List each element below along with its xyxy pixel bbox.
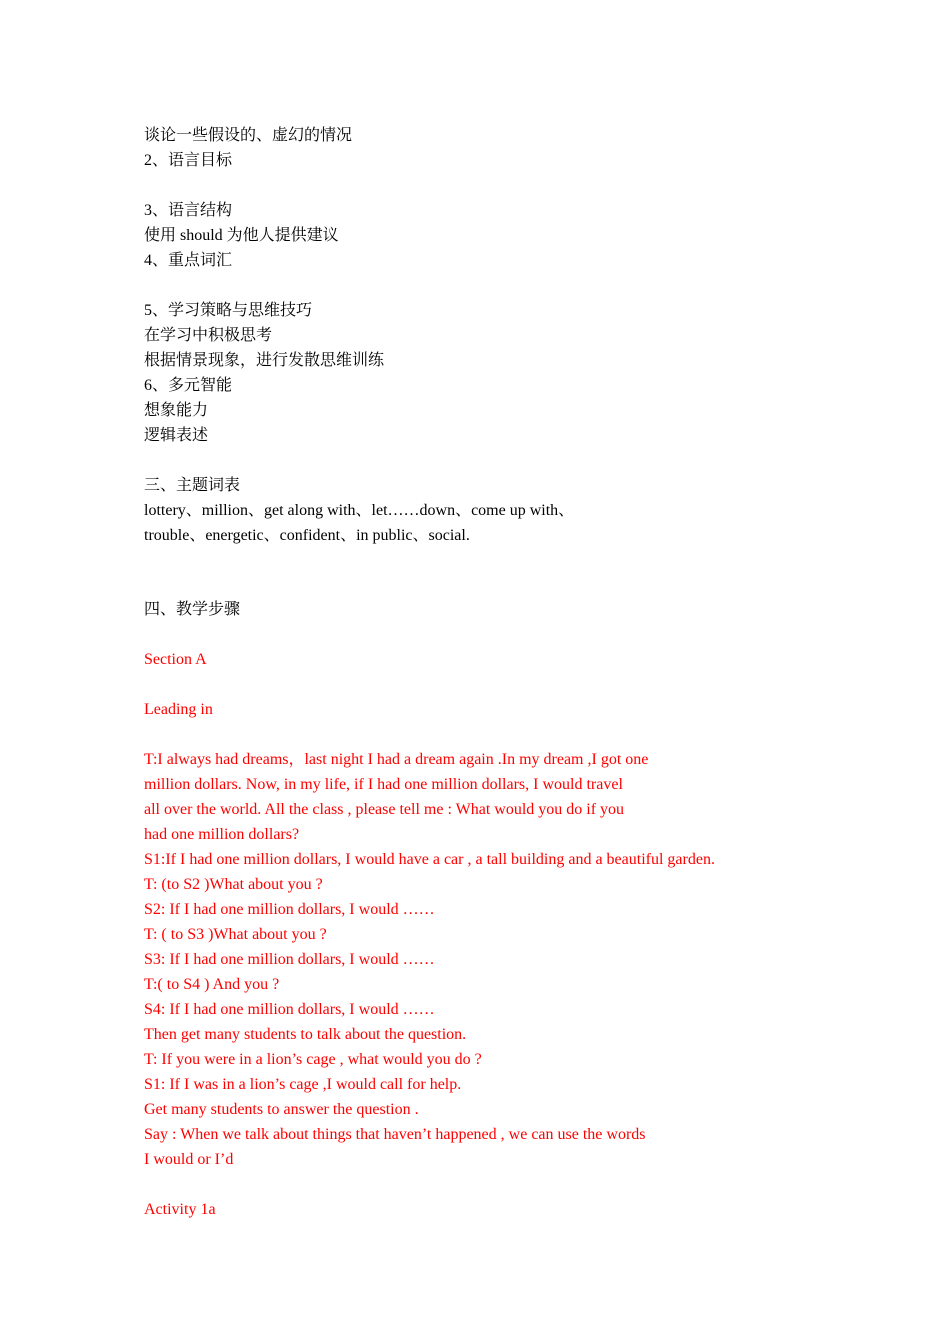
dialogue-line: S3: If I had one million dollars, I would ……: [144, 951, 435, 968]
dialogue-line: T:I always had dreams，last night I had a dream again .In my dream ,I got one: [144, 751, 649, 768]
vocab-heading: 三、主题词表: [144, 477, 241, 494]
objective-line: 想象能力: [144, 402, 209, 419]
objective-heading: 5、学习策略与思维技巧: [144, 302, 313, 319]
subsection-title: Leading in: [144, 701, 213, 718]
objective-heading: 2、语言目标: [144, 152, 233, 169]
dialogue-line: S1: If I was in a lion’s cage ,I would call for help.: [144, 1076, 462, 1093]
objective-line: 谈论一些假设的、虚幻的情况: [144, 127, 353, 144]
objective-heading: 4、重点词汇: [144, 252, 233, 269]
dialogue-line: all over the world. All the class , please tell me : What would you do if you: [144, 801, 625, 818]
dialogue-line: S4: If I had one million dollars, I would ……: [144, 1001, 435, 1018]
steps-heading: 四、教学步骤: [144, 601, 241, 618]
document-page: [144, 123, 844, 1222]
objective-line: 使用 should 为他人提供建议: [144, 227, 339, 244]
blank-line: [144, 722, 844, 747]
vocab-line: trouble、energetic、confident、in public、social.: [144, 527, 470, 544]
objective-line: 在学习中积极思考: [144, 327, 273, 344]
dialogue-line: S1:If I had one million dollars, I would have a car , a tall building and a beautiful garden.: [144, 851, 715, 868]
dialogue-line: T: If you were in a lion’s cage , what would you do ?: [144, 1051, 482, 1068]
blank-line: [144, 672, 844, 697]
dialogue-line: Get many students to answer the question .: [144, 1101, 419, 1118]
activity-title: Activity 1a: [144, 1201, 216, 1218]
blank-line: [144, 173, 844, 198]
vocab-line: lottery、million、get along with、let……down、come up with、: [144, 502, 575, 519]
dialogue-line: S2: If I had one million dollars, I would ……: [144, 901, 435, 918]
blank-line: [144, 448, 844, 473]
dialogue-line: T: ( to S3 )What about you ?: [144, 926, 327, 943]
objective-line: 逻辑表述: [144, 427, 209, 444]
blank-line: [144, 273, 844, 298]
objective-heading: 3、语言结构: [144, 202, 233, 219]
dialogue-line: I would or I’d: [144, 1151, 234, 1168]
dialogue-line: T:( to S4 ) And you ?: [144, 976, 280, 993]
blank-gap: [144, 548, 844, 597]
blank-line: [144, 622, 844, 647]
objective-heading: 6、多元智能: [144, 377, 233, 394]
dialogue-line: Then get many students to talk about the question.: [144, 1026, 467, 1043]
dialogue-line: T: (to S2 )What about you ?: [144, 876, 323, 893]
dialogue-line: Say : When we talk about things that haven’t happened , we can use the words: [144, 1126, 646, 1143]
objective-line: 根据情景现象，进行发散思维训练: [144, 352, 385, 369]
dialogue-line: million dollars. Now, in my life, if I had one million dollars, I would travel: [144, 776, 623, 793]
section-title: Section A: [144, 651, 207, 668]
blank-line: [144, 1172, 844, 1197]
dialogue-line: had one million dollars?: [144, 826, 300, 843]
